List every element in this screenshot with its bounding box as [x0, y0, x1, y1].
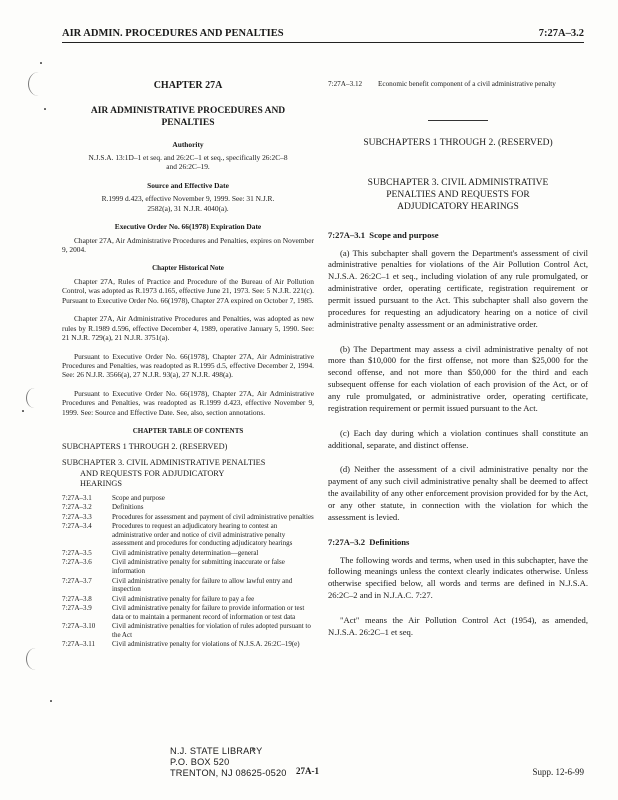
toc-row-3-12[interactable] — [328, 80, 588, 90]
toc-number: 7:27A–3.6 — [62, 558, 92, 567]
historical-note-1: Chapter 27A, Rules of Practice and Procedure of the Bureau of Air Pollution Control, was adopted as R.1973 d.165, effective June 21, 1973. See: 5 N.J.R. 221(c). Pursuant to Executive Order No. 66(1978), Chapter 27A expired on October 7, 1985. — [62, 276, 314, 305]
paragraph-c: (c) Each day during which a violation continues shall constitute an additional, separate, and distinct offense. — [328, 427, 588, 450]
toc-row[interactable] — [62, 577, 314, 595]
toc-number: 7:27A–3.8 — [62, 594, 92, 603]
historical-note-2: Chapter 27A, Air Administrative Procedures and Penalties, was adopted as new rules by R.1989 d.596, effective December 4, 1989, operative January 5, 1990. See: 21 N.J.R. 729(a), 21 N.J.R. 3751(a). — [62, 314, 314, 343]
paragraph-b: (b) The Department may assess a civil administrative penalty of not more than $10,000 for the first offense, not more than $25,000 for the second offense, and not more than $50,000 for the third and each subsequent offense for each violation of each provision of the Act, or of any rule promulgated, or administrative order, operating certificate, registration requirement or permit issued pursuant to the Act. — [328, 343, 588, 413]
toc-number: 7:27A–3.2 — [62, 503, 92, 512]
subchapter-3-heading — [328, 178, 588, 214]
authority-heading: Authority — [172, 139, 204, 149]
stamp-line-1: N.J. STATE LIBRARY — [170, 746, 263, 756]
toc-row[interactable] — [62, 640, 314, 650]
header-title: AIR ADMIN. PROCEDURES AND PENALTIES — [62, 28, 284, 39]
toc-heading: CHAPTER TABLE OF CONTENTS — [132, 427, 244, 436]
chapter-number: CHAPTER 27A — [153, 80, 223, 91]
scan-speck — [40, 62, 42, 64]
toc-title: Civil administrative penalty for submitting inaccurate or false information — [112, 558, 285, 575]
library-stamp — [170, 746, 287, 779]
toc-number: 7:27A–3.10 — [62, 622, 96, 631]
toc-title: Procedures to request an adjudicatory hearing to contest an administrative order and notice of civil administrative penalty assessment and procedures for conducting adjudicatory hearings — [112, 522, 293, 548]
subchapter-3-heading-line-3: ADJUDICATORY HEARINGS — [397, 201, 519, 212]
toc-number: 7:27A–3.7 — [62, 576, 92, 585]
scan-speck — [22, 410, 24, 412]
toc-title: Civil administrative penalty for violations of N.J.S.A. 26:2C–19(e) — [112, 640, 300, 649]
hole-punch-mark — [28, 72, 49, 96]
section-3-2-heading — [328, 537, 588, 549]
eo-heading: Executive Order No. 66(1978) Expiration Date — [114, 222, 262, 232]
toc-title: Economic benefit component of a civil administrative penalty — [378, 80, 556, 88]
section-3-1-heading — [328, 230, 588, 242]
section-divider — [428, 120, 488, 121]
toc-number: 7:27A–3.4 — [62, 522, 92, 531]
toc-row[interactable] — [62, 604, 314, 622]
section-number: 7:27A–3.1 — [328, 229, 365, 240]
right-column — [328, 80, 588, 652]
toc-title: Civil administrative penalty for failure to provide information or test data or to maintain a permanent record of information or test data — [112, 604, 305, 621]
toc-title: Civil administrative penalty for failure to allow lawful entry and inspection — [112, 576, 293, 594]
authority-text: N.J.S.A. 13:1D–1 et seq. and 26:2C–1 et seq., specifically 26:2C–8 and 26:2C–19. — [88, 153, 288, 172]
toc-number: 7:27A–3.11 — [62, 640, 95, 649]
supplement-date: Supp. 12-6-99 — [532, 767, 584, 777]
stamp-line-2: P.O. BOX 520 — [170, 757, 230, 768]
toc-number: 7:27A–3.5 — [62, 548, 92, 557]
left-column — [62, 80, 314, 650]
toc-subchapter-3-line-1: SUBCHAPTER 3. CIVIL ADMINISTRATIVE PENALTIES — [62, 457, 266, 467]
scan-speck — [44, 108, 46, 110]
definition-act: "Act" means the Air Pollution Control Act (1954), as amended, N.J.S.A. 26:2C–1 et seq. — [328, 615, 588, 637]
hole-punch-mark — [26, 388, 43, 408]
toc-row[interactable] — [62, 549, 314, 559]
paragraph-a: (a) This subchapter shall govern the Department's assessment of civil administrative penalties for violations of the Air Pollution Control Act, N.J.S.A. 26:2C–1 et seq., including violation of any rule promulgated, or administrative order, operating certificate, registration requirement or permit issued pursuant to the Act. This subchapter shall also govern the procedures for requesting an adjudicatory hearing on a notice of civil administrative penalty assessment or an administrative order. — [328, 247, 588, 329]
source-text: R.1999 d.423, effective November 9, 1999. See: 31 N.J.R. 2582(a), 31 N.J.R. 4040(a). — [101, 194, 275, 213]
toc-reserved-line: SUBCHAPTERS 1 THROUGH 2. (RESERVED) — [62, 442, 228, 452]
source-heading: Source and Effective Date — [147, 180, 229, 190]
toc-row[interactable] — [62, 558, 314, 576]
toc-number: 7:27A–3.3 — [62, 512, 92, 521]
toc-row[interactable] — [62, 595, 314, 605]
toc-title: Definitions — [112, 503, 144, 512]
subchapter-3-heading-line-1: SUBCHAPTER 3. CIVIL ADMINISTRATIVE — [367, 178, 549, 189]
section-title: Definitions — [369, 536, 410, 547]
historical-note-3: Pursuant to Executive Order No. 66(1978), Chapter 27A, Air Administrative Procedures and Penalties, was readopted as R.1995 d.5, effective December 2, 1994. See: 26 N.J.R. 3566(a), 27 N.J.R. 93(a), 27 N.J.R. 498(a). — [62, 351, 314, 380]
page-number: 27A-1 — [296, 766, 319, 776]
toc-row[interactable] — [62, 494, 314, 504]
definitions-intro: The following words and terms, when used in this subchapter, have the following meanings unless the context clearly indicates otherwise. Unless otherwise specified below, all words and terms are defined in N.J.S.A. 26:2C–2 and in N.J.A.C. 7:27. — [328, 554, 588, 601]
historical-note-heading: Chapter Historical Note — [152, 263, 224, 272]
chapter-title: AIR ADMINISTRATIVE PROCEDURES AND PENALTIES — [90, 105, 286, 128]
toc-row[interactable] — [62, 622, 314, 640]
toc-number: 7:27A–3.9 — [62, 604, 92, 613]
historical-note-4: Pursuant to Executive Order No. 66(1978), Chapter 27A, Air Administrative Procedures and Penalties, was readopted as R.1999 d.423, effective November 9, 1999. See: Source and Effective Date. See, also, section annotations. — [62, 388, 314, 417]
toc-number: 7:27A–3.12 — [328, 80, 363, 88]
toc-title: Civil administrative penalties for violation of rules adopted pursuant to the Act — [112, 622, 311, 639]
toc-row[interactable] — [62, 503, 314, 513]
hole-punch-mark — [26, 648, 45, 670]
toc-subchapter-3 — [62, 458, 314, 490]
reserved-heading: SUBCHAPTERS 1 THROUGH 2. (RESERVED) — [363, 137, 553, 148]
toc-table — [62, 494, 314, 650]
toc-row[interactable] — [62, 522, 314, 549]
section-number: 7:27A–3.2 — [328, 536, 365, 547]
toc-title: Procedures for assessment and payment of civil administrative penalties — [112, 512, 314, 521]
toc-subchapter-3-line-2: AND REQUESTS FOR ADJUDICATORY — [80, 468, 225, 478]
toc-title: Scope and purpose — [112, 493, 165, 502]
section-title: Scope and purpose — [369, 229, 439, 240]
toc-title: Civil administrative penalty for failure to pay a fee — [112, 594, 255, 603]
scan-speck — [50, 700, 52, 702]
stamp-line-3: TRENTON, NJ 08625-0520 — [170, 768, 287, 779]
toc-row[interactable] — [62, 513, 314, 523]
header-rule — [62, 42, 584, 43]
toc-subchapter-3-line-3: HEARINGS — [80, 479, 122, 489]
header-section-number: 7:27A–3.2 — [538, 28, 584, 39]
toc-title: Civil administrative penalty determination—general — [112, 548, 259, 557]
subchapter-3-heading-line-2: PENALTIES AND REQUESTS FOR — [386, 189, 530, 200]
paragraph-d: (d) Neither the assessment of a civil administrative penalty nor the payment of any such civil administrative penalty shall be deemed to affect the availability of any other enforcement provision provided for by the Act, or any other statute, in connection with the violation for which the assessment is levied. — [328, 464, 588, 522]
toc-number: 7:27A–3.1 — [62, 493, 92, 502]
eo-text: Chapter 27A, Air Administrative Procedures and Penalties, expires on November 9, 2004. — [62, 235, 314, 255]
